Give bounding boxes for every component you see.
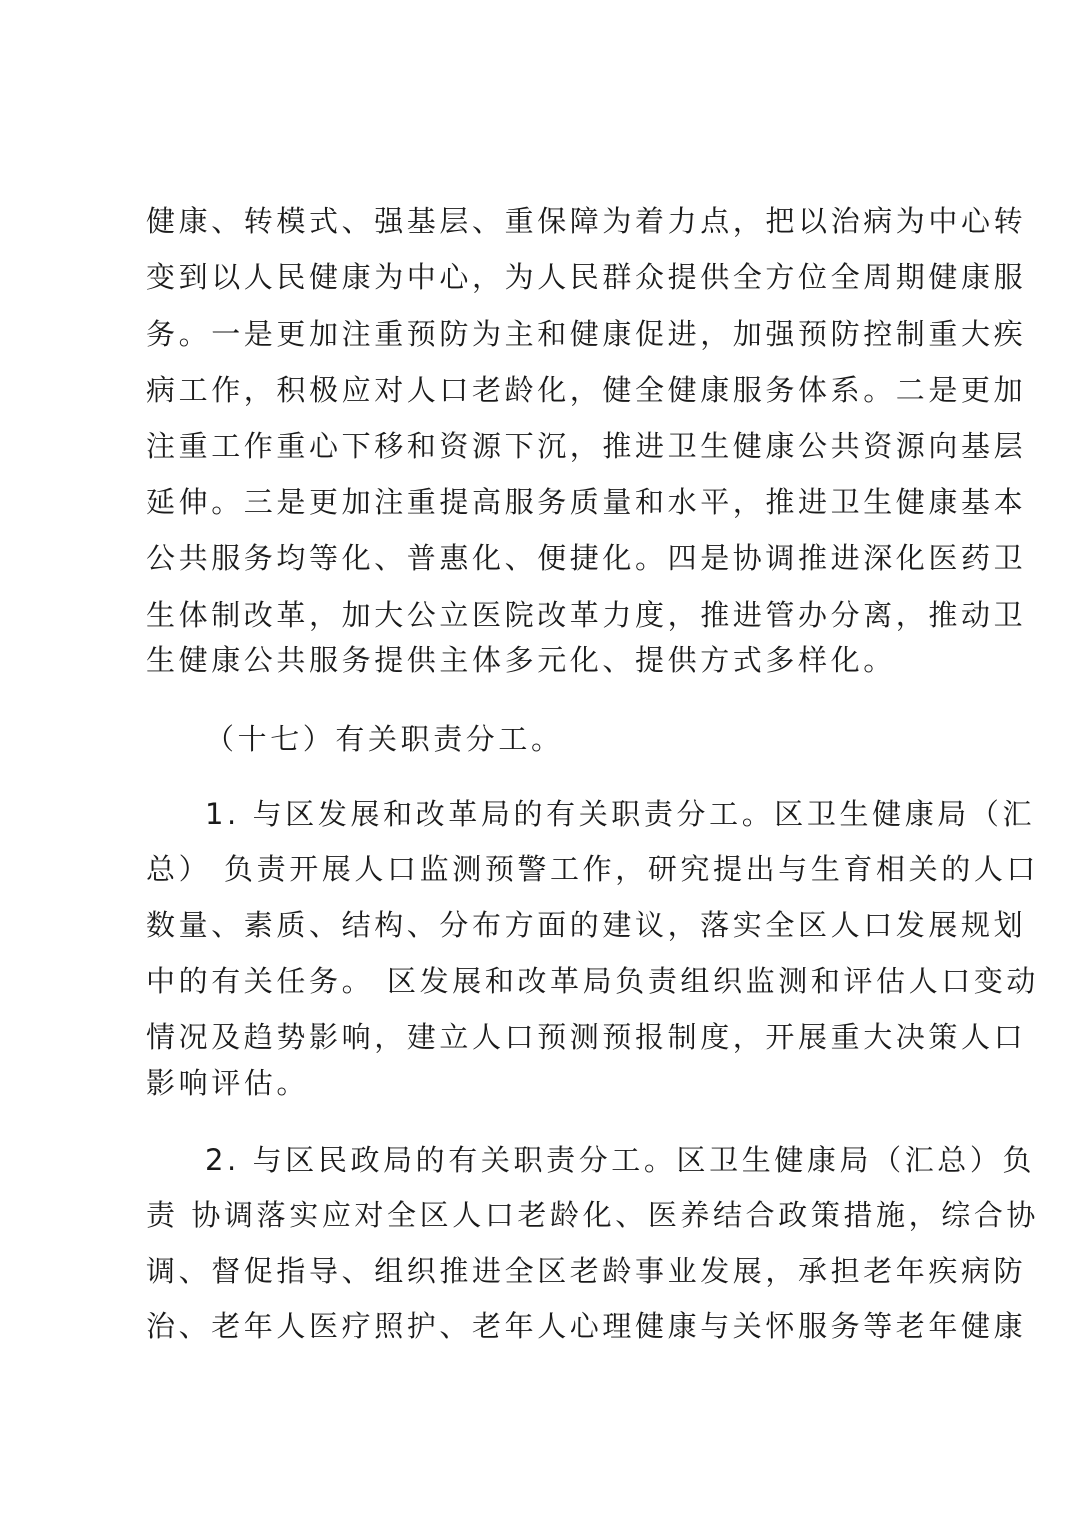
text-line: 延伸。三是更加注重提高服务质量和水平，推进卫生健康基本 [146, 485, 1027, 519]
text-line: 数量、素质、结构、分布方面的建议，落实全区人口发展规划 [146, 908, 1027, 942]
text-line: 注重工作重心下移和资源下沉，推进卫生健康公共资源向基层 [146, 429, 1027, 463]
section-heading: （十七）有关职责分工。 [205, 722, 564, 756]
text-line: 变到以人民健康为中心，为人民群众提供全方位全周期健康服 [146, 260, 1027, 294]
text-line: 生体制改革，加大公立医院改革力度，推进管办分离，推动卫 [146, 598, 1027, 632]
text-line: 治、老年人医疗照护、老年人心理健康与关怀服务等老年健康 [146, 1309, 1027, 1343]
text-line: 情况及趋势影响，建立人口预测预报制度，开展重大决策人口 [146, 1020, 1027, 1054]
text-line: 健康、转模式、强基层、重保障为着力点，把以治病为中心转 [146, 204, 1027, 238]
text-line: 中的有关任务。 区发展和改革局负责组织监测和评估人口变动 [146, 964, 1040, 998]
text-line: 2. 与区民政局的有关职责分工。区卫生健康局（汇总）负 [205, 1143, 1036, 1177]
text-line: 责 协调落实应对全区人口老龄化、医养结合政策措施，综合协 [146, 1198, 1040, 1232]
text-line: 调、督促指导、组织推进全区老龄事业发展，承担老年疾病防 [146, 1254, 1027, 1288]
text-line: 1. 与区发展和改革局的有关职责分工。区卫生健康局（汇 [205, 797, 1036, 831]
text-line: 公共服务均等化、普惠化、便捷化。四是协调推进深化医药卫 [146, 541, 1027, 575]
text-line: 总） 负责开展人口监测预警工作，研究提出与生育相关的人口 [146, 852, 1040, 886]
text-line: 影响评估。 [146, 1066, 310, 1100]
text-line: 病工作，积极应对人口老龄化，健全健康服务体系。二是更加 [146, 373, 1027, 407]
text-line: 务。一是更加注重预防为主和健康促进，加强预防控制重大疾 [146, 317, 1027, 351]
text-line: 生健康公共服务提供主体多元化、提供方式多样化。 [146, 643, 896, 677]
